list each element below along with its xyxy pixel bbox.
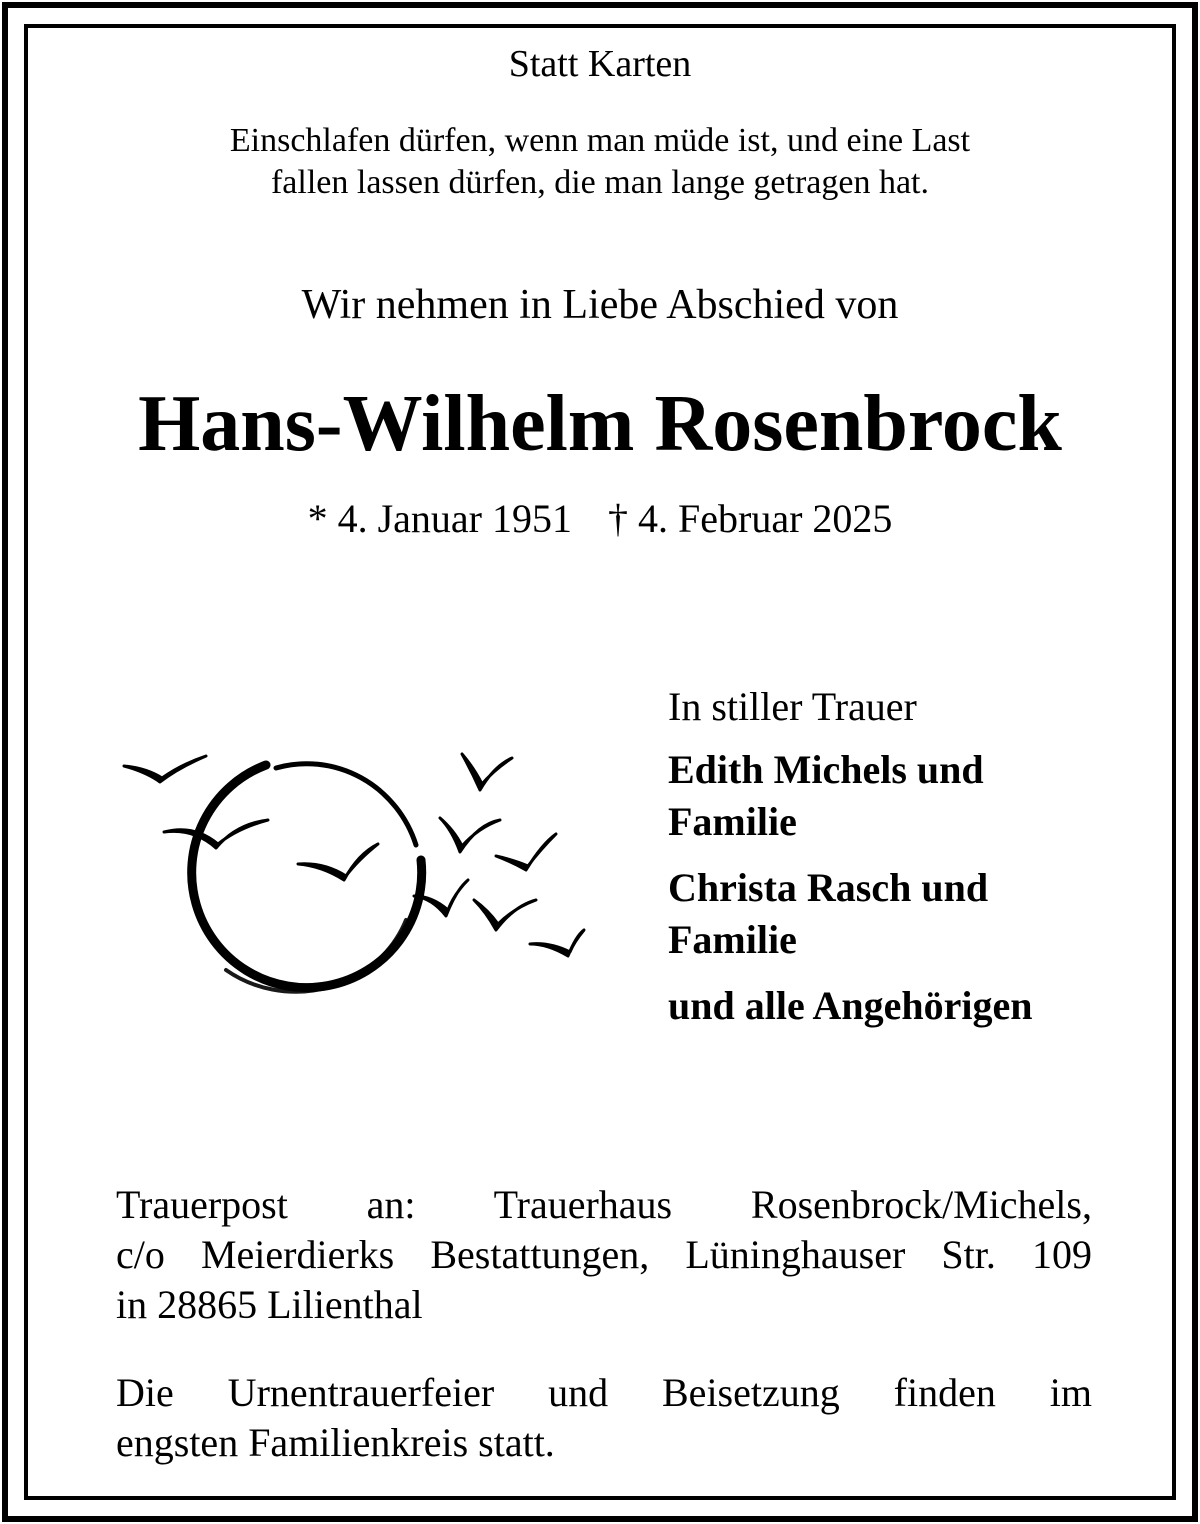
mourners-block — [668, 684, 1148, 1046]
address-line: Trauerpost an: Trauerhaus Rosenbrock/Michels, — [116, 1182, 1092, 1227]
address-line: in 28865 Lilienthal — [116, 1282, 423, 1327]
mourner-family — [668, 744, 1148, 848]
mourner-line: Edith Michels und — [668, 747, 984, 792]
ceremony-note — [116, 1368, 1092, 1468]
mourning-lead: In stiller Trauer — [668, 684, 917, 729]
death-date: † 4. Februar 2025 — [608, 496, 893, 541]
ceremony-line: Die Urnentrauerfeier und Beisetzung finden im — [116, 1370, 1092, 1415]
life-dates — [0, 494, 1200, 544]
mourner-line: und alle Angehörigen — [668, 983, 1033, 1028]
condolence-address — [116, 1180, 1092, 1330]
mourner-line: Familie — [668, 799, 797, 844]
mourner-family — [668, 980, 1148, 1032]
quote-line: fallen lassen dürfen, die man lange getragen hat. — [270, 164, 929, 201]
mourner-line: Christa Rasch und — [668, 865, 989, 910]
ceremony-line: engsten Familienkreis statt. — [116, 1420, 555, 1465]
quote-line: Einschlafen dürfen, wenn man müde ist, und eine Last — [229, 122, 971, 159]
mourner-family — [668, 862, 1148, 966]
moon-with-birds-icon — [116, 720, 596, 1000]
deceased-name: Hans-Wilhelm Rosenbrock — [138, 380, 1062, 468]
intro-text: Wir nehmen in Liebe Abschied von — [301, 282, 899, 328]
quote — [0, 120, 1200, 204]
mourner-line: Familie — [668, 917, 797, 962]
header-note: Statt Karten — [508, 43, 692, 85]
birth-date: * 4. Januar 1951 — [307, 496, 572, 541]
address-line: c/o Meierdierks Bestattungen, Lüninghauser Str. 109 — [116, 1232, 1092, 1277]
